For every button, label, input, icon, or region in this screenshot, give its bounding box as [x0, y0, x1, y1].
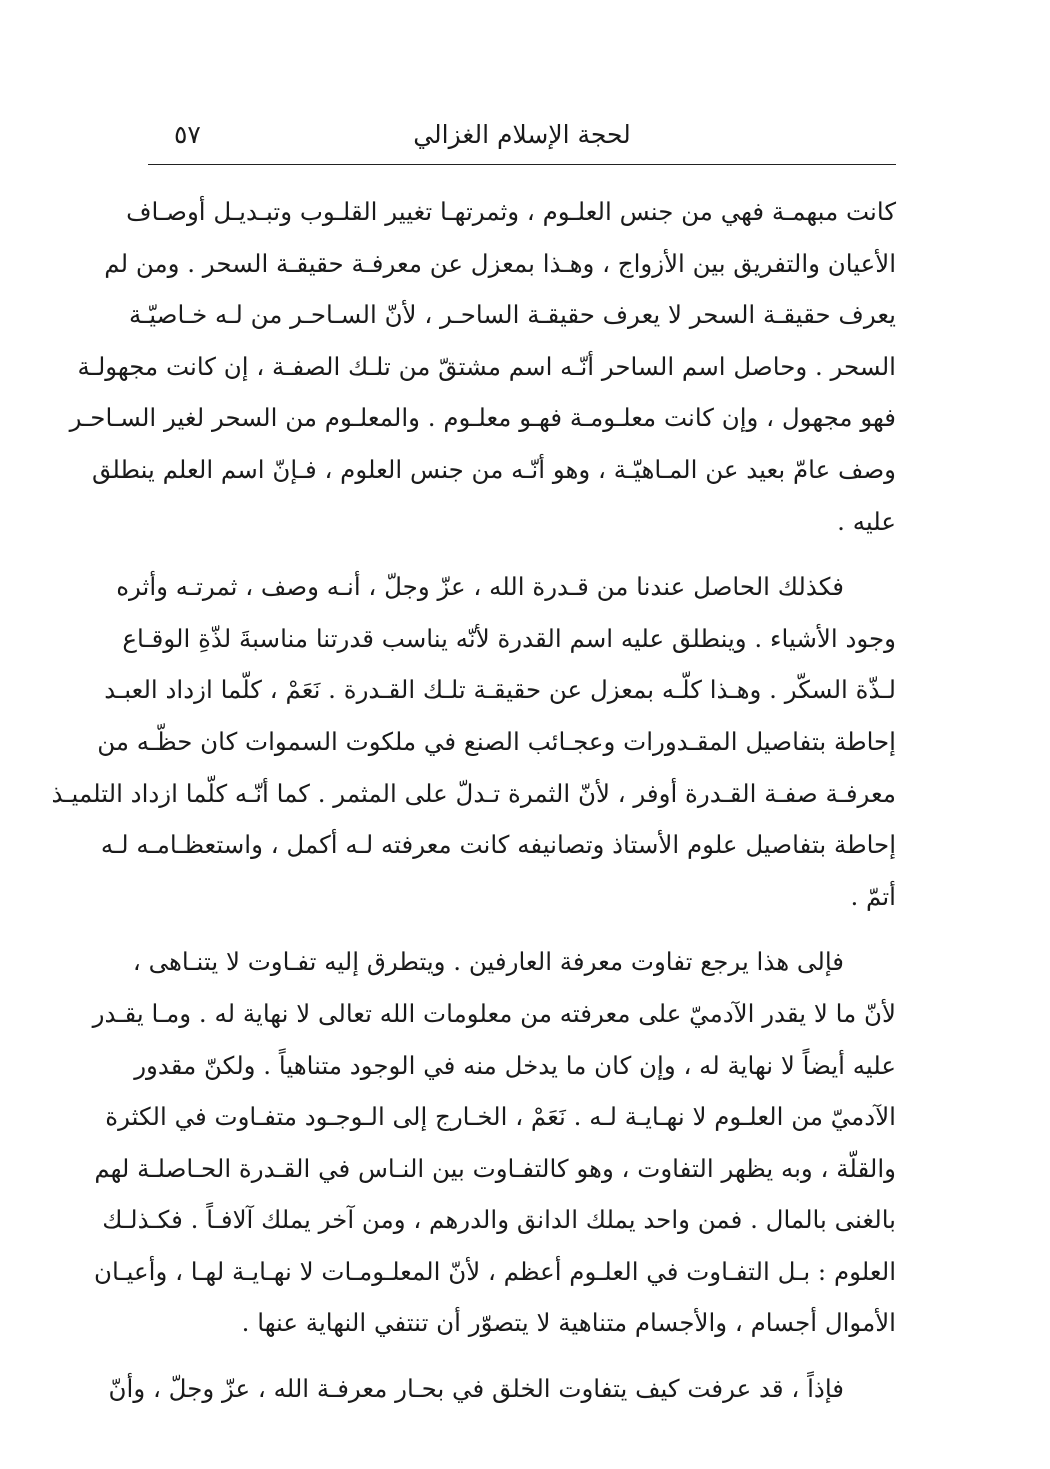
text-line: وجود الأشياء . وينطلق عليه اسم القدرة لأنّه يناسب قدرتنا مناسبةَ لذّةِ الوقـاع: [122, 623, 896, 653]
text-line: الآدميّ من العلـوم لا نهـايـة لـه . نَعَمْ ، الخـارج إلى الـوجـود متفـاوت في الكثرة: [105, 1102, 896, 1132]
text-line: فكذلك الحاصل عندنا من قـدرة الله ، عزّ وجلّ ، أنـه وصف ، ثمرتـه وأثره: [116, 572, 844, 602]
text-line: فإلى هذا يرجع تفاوت معرفة العارفين . ويتطرق إليه تفـاوت لا يتنـاهى ،: [132, 947, 844, 977]
paragraph-gap: [148, 547, 896, 561]
page-number: ٥٧: [174, 120, 201, 149]
text-line: عليه أيضاً لا نهاية له ، وإن كان ما يدخل منه في الوجود متناهياً . ولكنّ مقدور: [134, 1050, 896, 1080]
text-line: إحاطة بتفاصيل علوم الأستاذ وتصانيفه كانت معرفته لـه أكمل ، واستعظـامـه لـه: [100, 830, 896, 860]
text-line: إحاطة بتفاصيل المقـدورات وعجـائب الصنع في ملكوت السموات كان حظّـه من: [97, 726, 896, 756]
text-line: لـذّة السكّر . وهـذا كلّـه بمعزل عن حقيقـة تلـك القـدرة . نَعَمْ ، كلّما ازداد العبـد: [104, 675, 896, 705]
text-line: لأنّ ما لا يقدر الآدميّ على معرفته من معلومات الله تعالى لا نهاية له . ومـا يقـدر: [92, 998, 896, 1028]
text-line: والقلّة ، وبه يظهر التفاوت ، وهو كالتفـاوت بين النـاس في القـدرة الحـاصلـة لهم: [94, 1153, 896, 1183]
body-text: [51, 186, 896, 1415]
text-line: معرفـة صفـة القـدرة أوفر ، لأنّ الثمرة تـدلّ على المثمر . كما أنّـه كلّما ازداد التلميـذ: [51, 778, 896, 808]
header-rule: [148, 164, 896, 165]
paragraph-gap: [148, 922, 896, 936]
text-line: السحر . وحاصل اسم الساحر أنّـه اسم مشتقّ من تلـك الصفـة ، إن كانت مجهولـة: [77, 351, 896, 381]
text-line: يعرف حقيقـة السحر لا يعرف حقيقـة الساحـر ، لأنّ السـاحـر من لـه خـاصيّـة: [128, 300, 896, 330]
text-line: عليه .: [837, 506, 896, 536]
text-line: أتمّ .: [850, 881, 896, 911]
text-line: كانت مبهمـة فهي من جنس العلـوم ، وثمرتهـا تغيير القلـوب وتبـديـل أوصـاف: [126, 197, 896, 226]
paragraph-2: [51, 561, 896, 922]
paragraph-gap: [148, 1349, 896, 1363]
paragraph-4: [108, 1363, 896, 1415]
text-line: فهو مجهول ، وإن كانت معلـومـة فهـو معلـوم . والمعلـوم من السحر لغير السـاحـر: [69, 403, 896, 433]
text-line: وصف عامّ بعيد عن المـاهيّـة ، وهو أنّـه من جنس العلوم ، فـإنّ اسم العلم ينطلق: [91, 454, 896, 484]
text-line: العلوم : بـل التفـاوت في العلـوم أعظم ، لأنّ المعلـومـات لا نهـايـة لهـا ، وأعيـان: [94, 1256, 896, 1286]
header-title: لحجة الإسلام الغزالي: [413, 120, 631, 149]
text-line: بالغنى بالمال . فمن واحد يملك الدانق والدرهم ، ومن آخر يملك آلافـاً . فكـذلـك: [102, 1205, 896, 1235]
paragraph-3: [92, 936, 896, 1349]
paragraph-1: [69, 186, 896, 547]
text-line: الأموال أجسام ، والأجسام متناهية لا يتصوّر أن تنتفي النهاية عنها .: [241, 1308, 896, 1338]
running-header: [148, 112, 896, 158]
text-line: فإذاً ، قد عرفت كيف يتفاوت الخلق في بحـار معرفـة الله ، عزّ وجلّ ، وأنّ: [108, 1374, 844, 1404]
text-line: الأعيان والتفريق بين الأزواج ، وهـذا بمعزل عن معرفـة حقيقـة السحر . ومن لم: [104, 248, 896, 278]
